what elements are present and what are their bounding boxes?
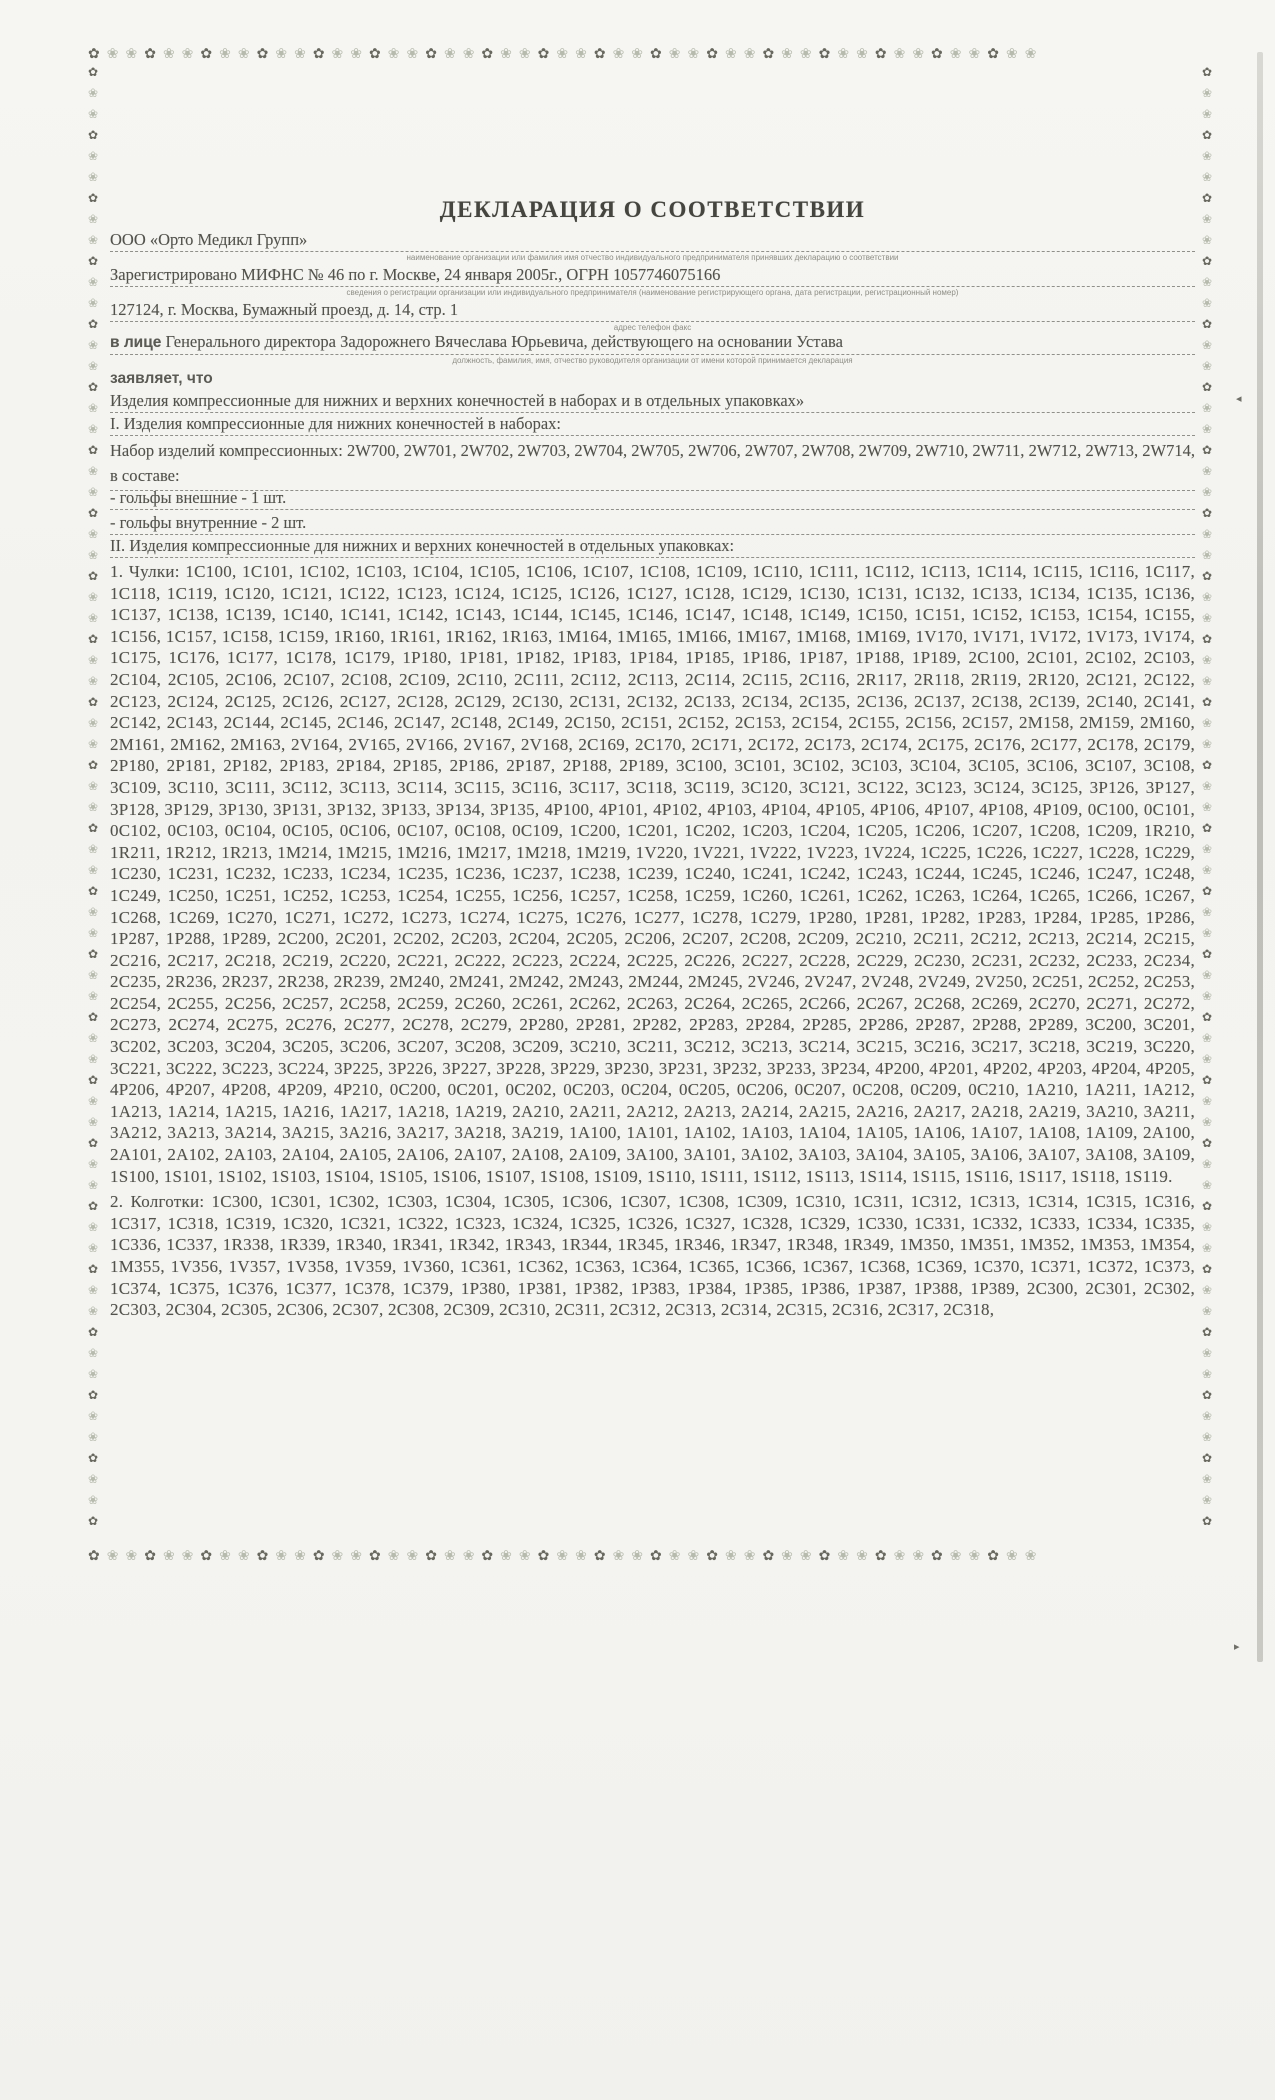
flower-ornament-light-icon: ❀ — [1201, 107, 1213, 121]
flower-ornament-light-icon: ❀ — [1201, 779, 1213, 793]
flower-ornament-dark-icon: ✿ — [481, 1548, 501, 1564]
flower-ornament-light-icon: ❀ — [687, 1548, 707, 1564]
section2-title-text: II. Изделия компрессионные для нижних и верхних конечностей в отдельных упаковках: — [110, 536, 735, 555]
flower-ornament-light-icon: ❀ — [87, 1115, 99, 1129]
flower-ornament-light-icon: ❀ — [781, 1548, 800, 1564]
flower-ornament-light-icon: ❀ — [1201, 296, 1213, 310]
flower-ornament-dark-icon: ✿ — [537, 1548, 557, 1564]
flower-ornament-dark-icon: ✿ — [87, 569, 99, 583]
flower-ornament-dark-icon: ✿ — [1201, 1010, 1213, 1024]
flower-ornament-dark-icon: ✿ — [200, 46, 220, 62]
flower-ornament-dark-icon: ✿ — [762, 46, 782, 62]
flower-ornament-light-icon: ❀ — [1201, 275, 1213, 289]
flower-ornament-dark-icon: ✿ — [87, 1325, 99, 1339]
flower-ornament-dark-icon: ✿ — [88, 1548, 107, 1564]
flower-ornament-light-icon: ❀ — [1201, 1430, 1213, 1444]
flower-ornament-light-icon: ❀ — [275, 46, 295, 62]
set-codes: 2W700, 2W701, 2W702, 2W703, 2W704, 2W705, 2W706, 2W707, 2W708, 2W709, 2W710, 2W711, 2W712, 2W713, 2W714, в составе: — [110, 441, 1195, 485]
flower-ornament-light-icon: ❀ — [1201, 170, 1213, 184]
flower-ornament-dark-icon: ✿ — [87, 821, 99, 835]
flower-ornament-dark-icon: ✿ — [1201, 128, 1213, 142]
flower-ornament-light-icon: ❀ — [1201, 422, 1213, 436]
flower-ornament-light-icon: ❀ — [87, 548, 99, 562]
flower-ornament-dark-icon: ✿ — [144, 46, 163, 62]
flower-ornament-dark-icon: ✿ — [874, 46, 894, 62]
flower-ornament-light-icon: ❀ — [856, 1548, 875, 1564]
flower-ornament-light-icon: ❀ — [1201, 674, 1213, 688]
flower-ornament-light-icon: ❀ — [350, 46, 370, 62]
flower-ornament-light-icon: ❀ — [87, 1409, 99, 1423]
flower-ornament-light-icon: ❀ — [87, 149, 99, 163]
flower-ornament-light-icon: ❀ — [87, 590, 99, 604]
flower-ornament-light-icon: ❀ — [1201, 1409, 1213, 1423]
flower-ornament-dark-icon: ✿ — [256, 1548, 276, 1564]
flower-ornament-dark-icon: ✿ — [87, 317, 99, 331]
flower-ornament-dark-icon: ✿ — [1201, 1514, 1213, 1528]
flower-ornament-light-icon: ❀ — [575, 1548, 594, 1564]
flower-ornament-dark-icon: ✿ — [87, 191, 99, 205]
flower-ornament-light-icon: ❀ — [949, 46, 969, 62]
flower-ornament-dark-icon: ✿ — [537, 46, 557, 62]
flower-ornament-light-icon: ❀ — [87, 1220, 99, 1234]
flower-ornament-light-icon: ❀ — [1201, 737, 1213, 751]
flower-ornament-dark-icon: ✿ — [87, 1010, 99, 1024]
flower-ornament-light-icon: ❀ — [1201, 149, 1213, 163]
flower-ornament-dark-icon: ✿ — [88, 46, 107, 62]
flower-ornament-light-icon: ❀ — [87, 464, 99, 478]
flower-ornament-dark-icon: ✿ — [1201, 65, 1213, 79]
flower-ornament-light-icon: ❀ — [1201, 548, 1213, 562]
flower-ornament-dark-icon: ✿ — [87, 128, 99, 142]
flower-ornament-dark-icon: ✿ — [87, 1514, 99, 1528]
flower-ornament-light-icon: ❀ — [87, 233, 99, 247]
flower-ornament-light-icon: ❀ — [1201, 1367, 1213, 1381]
flower-ornament-dark-icon: ✿ — [369, 46, 388, 62]
flower-ornament-light-icon: ❀ — [1201, 905, 1213, 919]
flower-ornament-light-icon: ❀ — [631, 1548, 651, 1564]
flower-ornament-light-icon: ❀ — [1201, 1493, 1213, 1507]
set-label: Набор изделий компрессионных: — [110, 441, 343, 460]
set-item-2-text: - гольфы внутренние - 2 шт. — [110, 513, 307, 532]
flower-ornament-light-icon: ❀ — [556, 46, 576, 62]
flower-ornament-light-icon: ❀ — [237, 46, 257, 62]
flower-ornament-light-icon: ❀ — [294, 46, 313, 62]
flower-ornament-dark-icon: ✿ — [931, 1548, 950, 1564]
flower-ornament-light-icon: ❀ — [743, 1548, 763, 1564]
flower-ornament-dark-icon: ✿ — [256, 46, 276, 62]
flower-ornament-dark-icon: ✿ — [1201, 191, 1213, 205]
flower-ornament-light-icon: ❀ — [237, 1548, 257, 1564]
set-codes-block — [110, 438, 1195, 491]
address-field — [110, 300, 1195, 333]
flower-ornament-light-icon: ❀ — [1201, 86, 1213, 100]
flower-ornament-dark-icon: ✿ — [1201, 1073, 1213, 1087]
flower-ornament-light-icon: ❀ — [1201, 359, 1213, 373]
flower-ornament-light-icon: ❀ — [1201, 863, 1213, 877]
flower-ornament-light-icon: ❀ — [1201, 800, 1213, 814]
border-left-ornament — [82, 62, 104, 1550]
flower-ornament-light-icon: ❀ — [87, 968, 99, 982]
flower-ornament-light-icon: ❀ — [162, 46, 182, 62]
flower-ornament-light-icon: ❀ — [219, 46, 238, 62]
flower-ornament-dark-icon: ✿ — [1201, 1136, 1213, 1150]
scan-edge-shadow — [1257, 52, 1263, 1662]
product-line-text: Изделия компрессионные для нижних и верхних конечностей в наборах и в отдельных упаковках» — [110, 391, 805, 410]
flower-ornament-light-icon: ❀ — [949, 1548, 969, 1564]
flower-ornament-light-icon: ❀ — [87, 1157, 99, 1171]
flower-ornament-dark-icon: ✿ — [593, 46, 613, 62]
stockings-label: 1. Чулки: — [110, 562, 180, 581]
flower-ornament-light-icon: ❀ — [799, 1548, 819, 1564]
flower-ornament-light-icon: ❀ — [1201, 989, 1213, 1003]
flower-ornament-dark-icon: ✿ — [1201, 1262, 1213, 1276]
flower-ornament-light-icon: ❀ — [443, 1548, 463, 1564]
flower-ornament-dark-icon: ✿ — [650, 46, 669, 62]
flower-ornament-light-icon: ❀ — [87, 338, 99, 352]
flower-ornament-light-icon: ❀ — [893, 1548, 913, 1564]
flower-ornament-light-icon: ❀ — [87, 1178, 99, 1192]
flower-ornament-light-icon: ❀ — [893, 46, 913, 62]
flower-ornament-light-icon: ❀ — [1201, 1094, 1213, 1108]
flower-ornament-light-icon: ❀ — [1201, 527, 1213, 541]
tights-label: 2. Колготки: — [110, 1192, 205, 1212]
flower-ornament-light-icon: ❀ — [87, 86, 99, 100]
flower-ornament-light-icon: ❀ — [87, 107, 99, 121]
flower-ornament-light-icon: ❀ — [1201, 401, 1213, 415]
flower-ornament-dark-icon: ✿ — [87, 1388, 99, 1402]
flower-ornament-dark-icon: ✿ — [706, 46, 725, 62]
flower-ornament-dark-icon: ✿ — [1201, 569, 1213, 583]
flower-ornament-dark-icon: ✿ — [87, 506, 99, 520]
flower-ornament-light-icon: ❀ — [87, 359, 99, 373]
org-name-caption: наименование организации или фамилия имя отчество индивидуального предпринимателя принявших декларацию о соответствии — [406, 253, 899, 262]
flower-ornament-dark-icon: ✿ — [312, 1548, 332, 1564]
page-title: ДЕКЛАРАЦИЯ О СООТВЕТСТВИИ — [439, 197, 866, 223]
flower-ornament-light-icon: ❀ — [1201, 1283, 1213, 1297]
stockings-paragraph — [110, 561, 1195, 1187]
flower-ornament-dark-icon: ✿ — [312, 46, 332, 62]
flower-ornament-dark-icon: ✿ — [87, 632, 99, 646]
flower-ornament-light-icon: ❀ — [1201, 212, 1213, 226]
flower-ornament-light-icon: ❀ — [106, 46, 126, 62]
flower-ornament-light-icon: ❀ — [968, 46, 988, 62]
flower-ornament-dark-icon: ✿ — [1201, 506, 1213, 520]
flower-ornament-light-icon: ❀ — [1201, 926, 1213, 940]
flower-ornament-dark-icon: ✿ — [87, 947, 99, 961]
flower-ornament-light-icon: ❀ — [331, 46, 351, 62]
flower-ornament-light-icon: ❀ — [87, 170, 99, 184]
flower-ornament-light-icon: ❀ — [87, 296, 99, 310]
declares-label: заявляет, что — [110, 370, 213, 387]
flower-ornament-light-icon: ❀ — [837, 46, 857, 62]
flower-ornament-light-icon: ❀ — [1201, 338, 1213, 352]
flower-ornament-light-icon: ❀ — [1201, 1220, 1213, 1234]
flower-ornament-light-icon: ❀ — [87, 1241, 99, 1255]
border-right-ornament — [1196, 62, 1218, 1550]
flower-ornament-light-icon: ❀ — [87, 800, 99, 814]
flower-ornament-light-icon: ❀ — [87, 1283, 99, 1297]
flower-ornament-dark-icon: ✿ — [481, 46, 501, 62]
flower-ornament-light-icon: ❀ — [387, 46, 407, 62]
flower-ornament-dark-icon: ✿ — [1201, 443, 1213, 457]
flower-ornament-light-icon: ❀ — [87, 1346, 99, 1360]
registration-field — [110, 265, 1195, 298]
flower-ornament-light-icon: ❀ — [575, 46, 594, 62]
flower-ornament-dark-icon: ✿ — [87, 1199, 99, 1213]
flower-ornament-light-icon: ❀ — [1201, 1241, 1213, 1255]
flower-ornament-light-icon: ❀ — [556, 1548, 576, 1564]
flower-ornament-light-icon: ❀ — [1201, 1052, 1213, 1066]
flower-ornament-light-icon: ❀ — [294, 1548, 313, 1564]
flower-ornament-dark-icon: ✿ — [1201, 380, 1213, 394]
flower-ornament-light-icon: ❀ — [87, 1367, 99, 1381]
flower-ornament-light-icon: ❀ — [106, 1548, 126, 1564]
flower-ornament-light-icon: ❀ — [518, 46, 538, 62]
set-item-1-text: - гольфы внешние - 1 шт. — [110, 488, 287, 507]
flower-ornament-light-icon: ❀ — [1201, 1178, 1213, 1192]
flower-ornament-light-icon: ❀ — [87, 527, 99, 541]
flower-ornament-dark-icon: ✿ — [144, 1548, 163, 1564]
section2-title — [110, 536, 1195, 558]
flower-ornament-light-icon: ❀ — [87, 716, 99, 730]
stockings-codes: 1C100, 1C101, 1C102, 1C103, 1C104, 1C105, 1C106, 1C107, 1C108, 1C109, 1C110, 1C111, 1C112, 1C113, 1C114, 1C115, 1C116, 1C117, 1C118, 1C119, 1C120, 1C121, 1C122, 1C123, 1C124, 1C125, 1C126, 1C127, 1C128, 1C129, 1C130, 1C131, 1C132, 1C133, 1C134, 1C135, 1C136, 1C137, 1C138, 1C139, 1C140, 1C141, 1C142, 1C143, 1C144, 1C145, 1C146, 1C147, 1C148, 1C149, 1C150, 1C151, 1C152, 1C153, 1C154, 1C155, 1C156, 1C157, 1C158, 1C159, 1R160, 1R161, 1R162, 1R163, 1M164, 1M165, 1M166, 1M167, 1M168, 1M169, 1V170, 1V171, 1V172, 1V173, 1V174, 1C175, 1C176, 1C177, 1C178, 1C179, 1P180, 1P181, 1P182, 1P183, 1P184, 1P185, 1P186, 1P187, 1P188, 1P189, 2C100, 2C101, 2C102, 2C103, 2C104, 2C105, 2C106, 2C107, 2C108, 2C109, 2C110, 2C111, 2C112, 2C113, 2C114, 2C115, 2C116, 2R117, 2R118, 2R119, 2R120, 2C121, 2C122, 2C123, 2C124, 2C125, 2C126, 2C127, 2C128, 2C129, 2C130, 2C131, 2C132, 2C133, 2C134, 2C135, 2C136, 2C137, 2C138, 2C139, 2C140, 2C141, 2C142, 2C143, 2C144, 2C145, 2C146, 2C147, 2C148, 2C149, 2C150, 2C151, 2C152, 2C153, 2C154, 2C155, 2C156, 2C157, 2M158, 2M159, 2M160, 2M161, 2M162, 2M163, 2V164, 2V165, 2V166, 2V167, 2V168, 2C169, 2C170, 2C171, 2C172, 2C173, 2C174, 2C175, 2C176, 2C177, 2C178, 2C179, 2P180, 2P181, 2P182, 2P183, 2P184, 2P185, 2P186, 2P187, 2P188, 2P189, 3C100, 3C101, 3C102, 3C103, 3C104, 3C105, 3C106, 3C107, 3C108, 3C109, 3C110, 3C111, 3C112, 3C113, 3C114, 3C115, 3C116, 3C117, 3C118, 3C119, 3C120, 3C121, 3C122, 3C123, 3C124, 3C125, 3P126, 3P127, 3P128, 3P129, 3P130, 3P131, 3P132, 3P133, 3P134, 3P135, 4P100, 4P101, 4P102, 4P103, 4P104, 4P105, 4P106, 4P107, 4P108, 4P109, 0C100, 0C101, 0C102, 0C103, 0C104, 0C105, 0C106, 0C107, 0C108, 0C109, 1C200, 1C201, 1C202, 1C203, 1C204, 1C205, 1C206, 1C207, 1C208, 1C209, 1R210, 1R211, 1R212, 1R213, 1M214, 1M215, 1M216, 1M217, 1M218, 1M219, 1V220, 1V221, 1V222, 1V223, 1V224, 1C225, 1C226, 1C227, 1C228, 1C229, 1C230, 1C231, 1C232, 1C233, 1C234, 1C235, 1C236, 1C237, 1C238, 1C239, 1C240, 1C241, 1C242, 1C243, 1C244, 1C245, 1C246, 1C247, 1C248, 1C249, 1C250, 1C251, 1C252, 1C253, 1C254, 1C255, 1C256, 1C257, 1C258, 1C259, 1C260, 1C261, 1C262, 1C263, 1C264, 1C265, 1C266, 1C267, 1C268, 1C269, 1C270, 1C271, 1C272, 1C273, 1C274, 1C275, 1C276, 1C277, 1C278, 1C279, 1P280, 1P281, 1P282, 1P283, 1P284, 1P285, 1P286, 1P287, 1P288, 1P289, 2C200, 2C201, 2C202, 2C203, 2C204, 2C205, 2C206, 2C207, 2C208, 2C209, 2C210, 2C211, 2C212, 2C213, 2C214, 2C215, 2C216, 2C217, 2C218, 2C219, 2C220, 2C221, 2C222, 2C223, 2C224, 2C225, 2C226, 2C227, 2C228, 2C229, 2C230, 2C231, 2C232, 2C233, 2C234, 2C235, 2R236, 2R237, 2R238, 2R239, 2M240, 2M241, 2M242, 2M243, 2M244, 2M245, 2V246, 2V247, 2V248, 2V249, 2V250, 2C251, 2C252, 2C253, 2C254, 2C255, 2C256, 2C257, 2C258, 2C259, 2C260, 2C261, 2C262, 2C263, 2C264, 2C265, 2C266, 2C267, 2C268, 2C269, 2C270, 2C271, 2C272, 2C273, 2C274, 2C275, 2C276, 2C277, 2C278, 2C279, 2P280, 2P281, 2P282, 2P283, 2P284, 2P285, 2P286, 2P287, 2P288, 2P289, 3C200, 3C201, 3C202, 3C203, 3C204, 3C205, 3C206, 3C207, 3C208, 3C209, 3C210, 3C211, 3C212, 3C213, 3C214, 3C215, 3C216, 3C217, 3C218, 3C219, 3C220, 3C221, 3C222, 3C223, 3C224, 3P225, 3P226, 3P227, 3P228, 3P229, 3P230, 3P231, 3P232, 3P233, 3P234, 4P200, 4P201, 4P202, 4P203, 4P204, 4P205, 4P206, 4P207, 4P208, 4P209, 4P210, 0C200, 0C201, 0C202, 0C203, 0C204, 0C205, 0C206, 0C207, 0C208, 0C209, 0C210, 1A210, 1A211, 1A212, 1A213, 1A214, 1A215, 1A216, 1A217, 1A218, 1A219, 2A210, 2A211, 2A212, 2A213, 2A214, 2A215, 2A216, 2A217, 2A218, 2A219, 3A210, 3A211, 3A212, 3A213, 3A214, 3A215, 3A216, 3A217, 3A218, 3A219, 1A100, 1A101, 1A102, 1A103, 1A104, 1A105, 1A106, 1A107, 1A108, 1A109, 2A100, 2A101, 2A102, 2A103, 2A104, 2A105, 2A106, 2A107, 2A108, 2A109, 3A100, 3A101, 3A102, 3A103, 3A104, 3A105, 3A106, 3A107, 3A108, 3A109, 1S100, 1S101, 1S102, 1S103, 1S104, 1S105, 1S106, 1S107, 1S108, 1S109, 1S110, 1S111, 1S112, 1S113, 1S114, 1S115, 1S116, 1S117, 1S118, 1S119. — [110, 562, 1196, 1186]
flower-ornament-light-icon: ❀ — [668, 1548, 688, 1564]
flower-ornament-dark-icon: ✿ — [87, 884, 99, 898]
flower-ornament-light-icon: ❀ — [1201, 233, 1213, 247]
flower-ornament-light-icon: ❀ — [500, 46, 519, 62]
flower-ornament-dark-icon: ✿ — [200, 1548, 220, 1564]
tights-codes: 1C300, 1C301, 1C302, 1C303, 1C304, 1C305, 1C306, 1C307, 1C308, 1C309, 1C310, 1C311, 1C312, 1C313, 1C314, 1C315, 1C316, 1C317, 1C318, 1C319, 1C320, 1C321, 1C322, 1C323, 1C324, 1C325, 1C326, 1C327, 1C328, 1C329, 1C330, 1C331, 1C332, 1C333, 1C334, 1C335, 1C336, 1C337, 1R338, 1R339, 1R340, 1R341, 1R342, 1R343, 1R344, 1R345, 1R346, 1R347, 1R348, 1R349, 1M350, 1M351, 1M352, 1M353, 1M354, 1M355, 1V356, 1V357, 1V358, 1V359, 1V360, 1C361, 1C362, 1C363, 1C364, 1C365, 1C366, 1C367, 1C368, 1C369, 1C370, 1C371, 1C372, 1C373, 1C374, 1C375, 1C376, 1C377, 1C378, 1C379, 1P380, 1P381, 1P382, 1P383, 1P384, 1P385, 1P386, 1P387, 1P388, 1P389, 2C300, 2C301, 2C302, 2C303, 2C304, 2C305, 2C306, 2C307, 2C308, 2C309, 2C310, 2C311, 2C312, 2C313, 2C314, 2C315, 2C316, 2C317, 2C318, — [110, 1192, 1195, 1320]
flower-ornament-dark-icon: ✿ — [87, 1073, 99, 1087]
flower-ornament-dark-icon: ✿ — [818, 46, 838, 62]
flower-ornament-light-icon: ❀ — [837, 1548, 857, 1564]
flower-ornament-dark-icon: ✿ — [931, 46, 950, 62]
representative-value: Генерального директора Задорожнего Вячеслава Юрьевича, действующего на основании Устава — [165, 332, 843, 351]
flower-ornament-light-icon: ❀ — [87, 401, 99, 415]
flower-ornament-dark-icon: ✿ — [1201, 758, 1213, 772]
scan-artifact-icon: ◂ — [1236, 392, 1242, 405]
declares-line — [110, 370, 1195, 388]
flower-ornament-dark-icon: ✿ — [1201, 254, 1213, 268]
flower-ornament-light-icon: ❀ — [1201, 590, 1213, 604]
flower-ornament-light-icon: ❀ — [87, 1094, 99, 1108]
flower-ornament-light-icon: ❀ — [87, 905, 99, 919]
flower-ornament-light-icon: ❀ — [87, 1493, 99, 1507]
flower-ornament-dark-icon: ✿ — [425, 1548, 444, 1564]
flower-ornament-light-icon: ❀ — [87, 737, 99, 751]
set-item-1 — [110, 488, 1195, 510]
flower-ornament-dark-icon: ✿ — [87, 695, 99, 709]
flower-ornament-dark-icon: ✿ — [987, 46, 1006, 62]
flower-ornament-light-icon: ❀ — [912, 46, 932, 62]
flower-ornament-light-icon: ❀ — [87, 1052, 99, 1066]
flower-ornament-light-icon: ❀ — [275, 1548, 295, 1564]
flower-ornament-light-icon: ❀ — [1201, 716, 1213, 730]
address-value: 127124, г. Москва, Бумажный проезд, д. 14, стр. 1 — [110, 300, 459, 319]
flower-ornament-light-icon: ❀ — [406, 46, 426, 62]
flower-ornament-light-icon: ❀ — [1201, 968, 1213, 982]
flower-ornament-light-icon: ❀ — [1024, 1548, 1044, 1564]
flower-ornament-dark-icon: ✿ — [1201, 1199, 1213, 1213]
flower-ornament-light-icon: ❀ — [612, 1548, 632, 1564]
flower-ornament-light-icon: ❀ — [1201, 611, 1213, 625]
flower-ornament-light-icon: ❀ — [462, 46, 482, 62]
flower-ornament-light-icon: ❀ — [331, 1548, 351, 1564]
flower-ornament-light-icon: ❀ — [87, 1304, 99, 1318]
flower-ornament-light-icon: ❀ — [87, 674, 99, 688]
flower-ornament-dark-icon: ✿ — [1201, 821, 1213, 835]
flower-ornament-dark-icon: ✿ — [1201, 1325, 1213, 1339]
flower-ornament-light-icon: ❀ — [1201, 653, 1213, 667]
flower-ornament-dark-icon: ✿ — [593, 1548, 613, 1564]
flower-ornament-light-icon: ❀ — [181, 1548, 201, 1564]
flower-ornament-dark-icon: ✿ — [87, 65, 99, 79]
flower-ornament-light-icon: ❀ — [1201, 842, 1213, 856]
flower-ornament-dark-icon: ✿ — [87, 1262, 99, 1276]
set-item-2 — [110, 513, 1195, 535]
flower-ornament-dark-icon: ✿ — [1201, 947, 1213, 961]
flower-ornament-light-icon: ❀ — [87, 1031, 99, 1045]
flower-ornament-light-icon: ❀ — [518, 1548, 538, 1564]
flower-ornament-light-icon: ❀ — [631, 46, 651, 62]
flower-ornament-light-icon: ❀ — [387, 1548, 407, 1564]
flower-ornament-light-icon: ❀ — [125, 1548, 145, 1564]
flower-ornament-light-icon: ❀ — [181, 46, 201, 62]
scan-artifact-icon: ▸ — [1234, 1640, 1240, 1653]
flower-ornament-light-icon: ❀ — [87, 611, 99, 625]
flower-ornament-dark-icon: ✿ — [1201, 1388, 1213, 1402]
flower-ornament-light-icon: ❀ — [87, 926, 99, 940]
flower-ornament-light-icon: ❀ — [781, 46, 800, 62]
flower-ornament-light-icon: ❀ — [462, 1548, 482, 1564]
flower-ornament-dark-icon: ✿ — [706, 1548, 725, 1564]
flower-ornament-light-icon: ❀ — [87, 779, 99, 793]
flower-ornament-dark-icon: ✿ — [87, 1136, 99, 1150]
flower-ornament-light-icon: ❀ — [87, 422, 99, 436]
flower-ornament-dark-icon: ✿ — [762, 1548, 782, 1564]
flower-ornament-light-icon: ❀ — [1201, 1115, 1213, 1129]
flower-ornament-light-icon: ❀ — [406, 1548, 426, 1564]
org-name-field — [110, 230, 1195, 263]
flower-ornament-dark-icon: ✿ — [1201, 884, 1213, 898]
flower-ornament-dark-icon: ✿ — [87, 380, 99, 394]
flower-ornament-light-icon: ❀ — [1201, 464, 1213, 478]
flower-ornament-light-icon: ❀ — [87, 842, 99, 856]
registration-value: Зарегистрировано МИФНС № 46 по г. Москве, 24 января 2005г., ОГРН 1057746075166 — [110, 265, 721, 284]
flower-ornament-dark-icon: ✿ — [1201, 695, 1213, 709]
flower-ornament-light-icon: ❀ — [162, 1548, 182, 1564]
border-bottom-ornament — [88, 1546, 1216, 1570]
address-caption: адрес телефон факс — [613, 323, 692, 332]
flower-ornament-light-icon: ❀ — [87, 275, 99, 289]
flower-ornament-light-icon: ❀ — [87, 863, 99, 877]
flower-ornament-light-icon: ❀ — [799, 46, 819, 62]
flower-ornament-light-icon: ❀ — [219, 1548, 238, 1564]
flower-ornament-light-icon: ❀ — [1201, 1304, 1213, 1318]
flower-ornament-light-icon: ❀ — [1201, 1346, 1213, 1360]
flower-ornament-dark-icon: ✿ — [1201, 632, 1213, 646]
representative-prefix-label: в лице — [110, 334, 162, 351]
flower-ornament-light-icon: ❀ — [968, 1548, 988, 1564]
registration-caption: сведения о регистрации организации или индивидуального предпринимателя (наименование регистрирующего органа, дата регистрации, регистрационный номер) — [346, 288, 959, 297]
flower-ornament-dark-icon: ✿ — [818, 1548, 838, 1564]
flower-ornament-light-icon: ❀ — [443, 46, 463, 62]
flower-ornament-light-icon: ❀ — [1201, 1157, 1213, 1171]
product-codes — [110, 561, 1195, 1325]
flower-ornament-light-icon: ❀ — [500, 1548, 519, 1564]
flower-ornament-light-icon: ❀ — [1201, 485, 1213, 499]
flower-ornament-dark-icon: ✿ — [874, 1548, 894, 1564]
section1-title — [110, 414, 1195, 436]
flower-ornament-light-icon: ❀ — [856, 46, 875, 62]
flower-ornament-light-icon: ❀ — [1201, 1472, 1213, 1486]
flower-ornament-light-icon: ❀ — [87, 1430, 99, 1444]
flower-ornament-dark-icon: ✿ — [87, 758, 99, 772]
flower-ornament-light-icon: ❀ — [743, 46, 763, 62]
flower-ornament-light-icon: ❀ — [724, 46, 744, 62]
flower-ornament-light-icon: ❀ — [125, 46, 145, 62]
flower-ornament-light-icon: ❀ — [350, 1548, 370, 1564]
flower-ornament-light-icon: ❀ — [1005, 46, 1025, 62]
flower-ornament-light-icon: ❀ — [1024, 46, 1044, 62]
flower-ornament-light-icon: ❀ — [612, 46, 632, 62]
flower-ornament-light-icon: ❀ — [1005, 1548, 1025, 1564]
flower-ornament-dark-icon: ✿ — [87, 443, 99, 457]
org-name-value: ООО «Орто Медикл Групп» — [110, 230, 308, 249]
representative-caption: должность, фамилия, имя, отчество руководителя организации от имени которой принимается декларация — [452, 356, 853, 365]
flower-ornament-light-icon: ❀ — [87, 212, 99, 226]
flower-ornament-dark-icon: ✿ — [987, 1548, 1006, 1564]
flower-ornament-dark-icon: ✿ — [87, 1451, 99, 1465]
flower-ornament-light-icon: ❀ — [1201, 1031, 1213, 1045]
flower-ornament-light-icon: ❀ — [912, 1548, 932, 1564]
representative-field — [110, 332, 1195, 366]
flower-ornament-light-icon: ❀ — [724, 1548, 744, 1564]
flower-ornament-light-icon: ❀ — [87, 1472, 99, 1486]
flower-ornament-dark-icon: ✿ — [1201, 317, 1213, 331]
flower-ornament-light-icon: ❀ — [687, 46, 707, 62]
flower-ornament-light-icon: ❀ — [87, 485, 99, 499]
flower-ornament-light-icon: ❀ — [668, 46, 688, 62]
flower-ornament-dark-icon: ✿ — [87, 254, 99, 268]
tights-paragraph — [110, 1191, 1195, 1321]
border-top-ornament — [88, 44, 1216, 68]
product-line — [110, 391, 1195, 413]
flower-ornament-light-icon: ❀ — [87, 989, 99, 1003]
section1-title-text: I. Изделия компрессионные для нижних конечностей в наборах: — [110, 414, 562, 433]
flower-ornament-dark-icon: ✿ — [650, 1548, 669, 1564]
flower-ornament-dark-icon: ✿ — [369, 1548, 388, 1564]
flower-ornament-light-icon: ❀ — [87, 653, 99, 667]
flower-ornament-dark-icon: ✿ — [1201, 1451, 1213, 1465]
flower-ornament-dark-icon: ✿ — [425, 46, 444, 62]
